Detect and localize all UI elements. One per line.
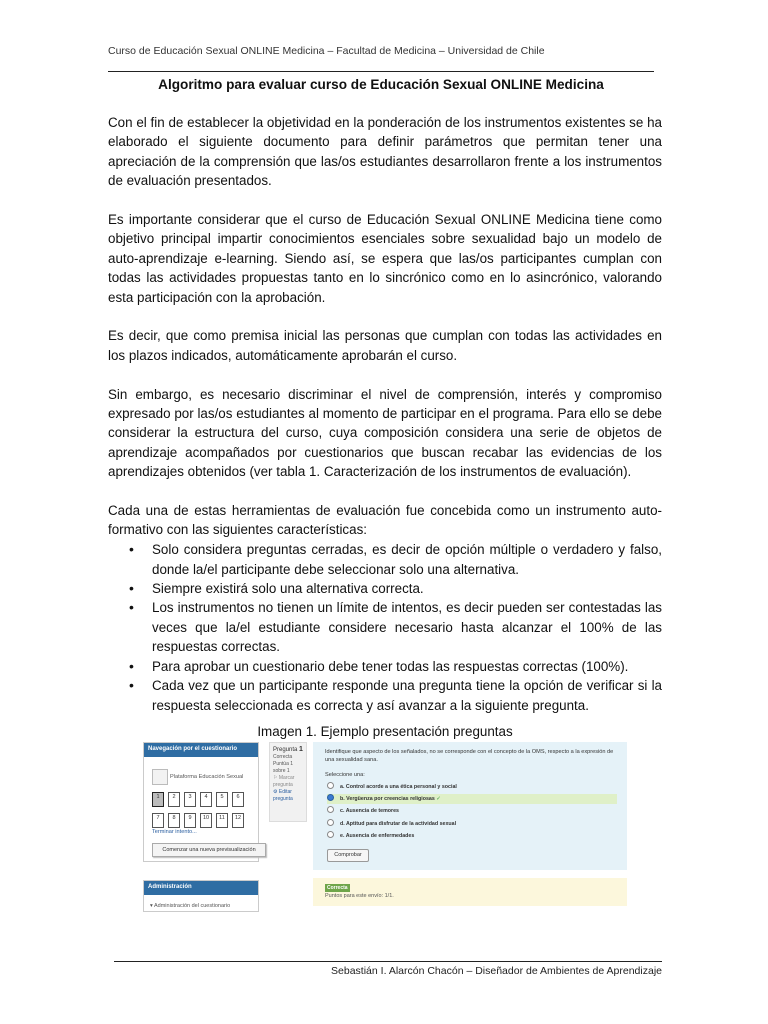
edit-question-link[interactable]: ⚙ Editar pregunta bbox=[273, 789, 293, 802]
radio-selected-icon bbox=[327, 794, 334, 801]
question-nav-4[interactable]: 4 bbox=[200, 792, 212, 807]
list-item: • Cada vez que un participante responde una pregunta tiene la opción de verificar si la respuesta seleccionada es correcta y así avanzar a la siguiente pregunta. bbox=[108, 676, 662, 715]
quiz-administration-label: Administración del cuestionario bbox=[154, 903, 231, 909]
feedback-panel bbox=[313, 878, 627, 906]
question-nav-11[interactable]: 11 bbox=[216, 813, 228, 828]
document-title: Algoritmo para evaluar curso de Educación Sexual ONLINE Medicina bbox=[158, 77, 604, 92]
flag-icon: ⚐ bbox=[273, 775, 279, 781]
question-state: Correcta bbox=[273, 754, 293, 760]
check-button[interactable]: Comprobar bbox=[327, 849, 369, 862]
figure-caption: Imagen 1. Ejemplo presentación preguntas bbox=[257, 724, 513, 739]
quiz-screenshot bbox=[143, 742, 627, 910]
answer-option-d[interactable]: d. Aptitud para disfrutar de la actividad sexual bbox=[327, 819, 617, 829]
answer-option-e[interactable]: e. Ausencia de enfermedades bbox=[327, 831, 617, 841]
page-footer: Sebastián I. Alarcón Chacón – Diseñador de Ambientes de Aprendizaje bbox=[331, 965, 662, 977]
radio-icon bbox=[327, 782, 334, 789]
select-one-label: Seleccione una: bbox=[325, 772, 365, 778]
platform-name: Plataforma Educación Sexual bbox=[170, 774, 244, 780]
paragraph-1: Con el fin de establecer la objetividad en la ponderación de los instrumentos existentes se ha elaborado el siguiente documento para definir parámetros que permitan tener una apreciación de la comprensión que las/os estudiantes desarrollaron frente a los instrumentos de evaluación presentados. bbox=[108, 115, 662, 189]
list-item: • Para aprobar un cuestionario debe tener todas las respuestas correctas (100%). bbox=[108, 657, 662, 676]
points-text: Puntos para este envío: 1/1. bbox=[325, 893, 394, 899]
question-nav-10[interactable]: 10 bbox=[200, 813, 212, 828]
answer-option-c[interactable]: c. Ausencia de temores bbox=[327, 806, 617, 816]
question-nav-3[interactable]: 3 bbox=[184, 792, 196, 807]
list-item: • Solo considera preguntas cerradas, es decir de opción múltiple o verdadero y falso, donde la/el participante debe seleccionar solo una alternativa. bbox=[108, 540, 662, 579]
question-nav-2[interactable]: 2 bbox=[168, 792, 180, 807]
question-nav-1[interactable]: 1 bbox=[152, 792, 164, 807]
question-info bbox=[269, 742, 307, 822]
question-nav-9[interactable]: 9 bbox=[184, 813, 196, 828]
paragraph-2: Es importante considerar que el curso de Educación Sexual ONLINE Medicina tiene como objetivo principal impartir conocimientos esenciales sobre sexualidad bajo un modelo de auto-aprendizaje e-learning. Siendo así, se espera que las/os participantes cumplan con todas las actividades propuestas tanto en lo sincrónico como en lo asincrónico, valorando esta participación con la aprobación. bbox=[108, 212, 662, 305]
header-divider bbox=[108, 71, 654, 72]
question-nav-8[interactable]: 8 bbox=[168, 813, 180, 828]
radio-icon bbox=[327, 831, 334, 838]
quiz-administration-item[interactable] bbox=[150, 903, 230, 909]
document-body bbox=[108, 113, 662, 715]
question-nav-6[interactable]: 6 bbox=[232, 792, 244, 807]
gear-icon: ⚙ bbox=[273, 789, 279, 795]
administration-heading: Administración bbox=[144, 881, 258, 895]
page-header: Curso de Educación Sexual ONLINE Medicina – Facultad de Medicina – Universidad de Chile bbox=[108, 45, 545, 57]
question-number: Pregunta 1 bbox=[273, 746, 303, 753]
finish-attempt-link[interactable]: Terminar intento... bbox=[152, 829, 197, 835]
paragraph-4: Sin embargo, es necesario discriminar el nivel de comprensión, interés y compromiso expresado por las/os estudiantes al momento de participar en el programa. Para ello se debe considerar la estructura del curso, cuya composición considera una serie de objetos de aprendizaje acompañados por cuestionarios que buscan recabar las evidencias de los aprendizajes obtenidos (ver tabla 1. Caracterización de los instrumentos de evaluación). bbox=[108, 386, 662, 480]
administration-block bbox=[143, 880, 259, 912]
answer-option-b[interactable]: b. Vergüenza por creencias religiosas ✓ bbox=[327, 794, 617, 804]
paragraph-3: Es decir, que como premisa inicial las personas que cumplan con todas las actividades en los plazos indicados, automáticamente aprobarán el curso. bbox=[108, 328, 662, 363]
expand-icon: ▾ bbox=[150, 903, 154, 909]
radio-icon bbox=[327, 819, 334, 826]
question-nav-5[interactable]: 5 bbox=[216, 792, 228, 807]
radio-icon bbox=[327, 806, 334, 813]
question-nav-7[interactable]: 7 bbox=[152, 813, 164, 828]
quiz-navigation-heading: Navegación por el cuestionario bbox=[144, 743, 258, 757]
paragraph-5: Cada una de estas herramientas de evaluación fue concebida como un instrumento auto-formativo con las siguientes características: bbox=[108, 503, 662, 538]
question-score: Puntúa 1 sobre 1 bbox=[273, 761, 294, 774]
correct-badge: Correcta bbox=[327, 885, 348, 891]
list-item: • Siempre existirá solo una alternativa correcta. bbox=[108, 579, 662, 598]
footer-divider bbox=[114, 961, 662, 962]
start-preview-button[interactable]: Comenzar una nueva previsualización bbox=[152, 843, 266, 857]
answer-option-a[interactable]: a. Control acorde a una ética personal y social bbox=[327, 782, 617, 792]
check-icon: ✓ bbox=[436, 796, 441, 802]
characteristics-list bbox=[108, 540, 662, 715]
list-item: • Los instrumentos no tienen un límite de intentos, es decir pueden ser contestadas las veces que la/el estudiante considere necesario hasta alcanzar el 100% de las respuestas correctas. bbox=[108, 598, 662, 656]
question-content bbox=[313, 742, 627, 870]
flag-question[interactable]: ⚐ Marcar pregunta bbox=[273, 775, 295, 788]
question-nav-12[interactable]: 12 bbox=[232, 813, 244, 828]
avatar bbox=[152, 769, 168, 785]
question-text: Identifique que aspecto de los señalados, no se corresponde con el concepto de la OMS, respecto a la expresión de una sexualidad sana. bbox=[325, 749, 614, 763]
